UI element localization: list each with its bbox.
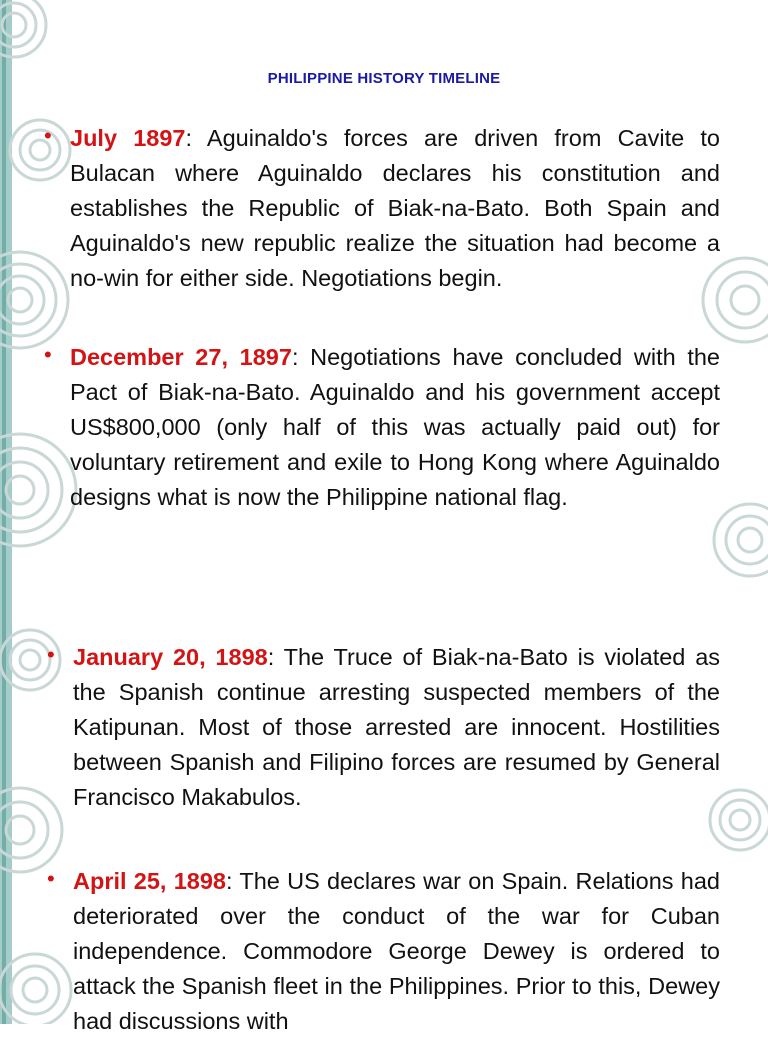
entry-text: : The US declares war on Spain. Relations had deteriorated over the conduct of the war for Cuban independence. Commodore George Dewey is ordered to attack the Spanish fleet in the Philippines. Prior to this, Dewey had discussions with xyxy=(73,868,720,1034)
bullet-icon: • xyxy=(44,123,52,148)
timeline-entry xyxy=(47,640,721,815)
entry-date: July 1897 xyxy=(70,125,186,151)
entry-date: April 25, 1898 xyxy=(73,868,226,894)
timeline-entry xyxy=(44,121,720,296)
bullet-icon: • xyxy=(47,642,55,667)
timeline-entry xyxy=(47,864,720,1039)
timeline-entry xyxy=(44,340,720,515)
page-title: PHILIPPINE HISTORY TIMELINE xyxy=(267,70,501,87)
entry-text: : Negotiations have concluded with the Pact of Biak-na-Bato. Aguinaldo and his government accept US$800,000 (only half of this was actually paid out) for voluntary retirement and exile to Hong Kong where Aguinaldo designs what is now the Philippine national flag. xyxy=(70,344,720,510)
bullet-icon: • xyxy=(44,342,52,367)
entry-date: January 20, 1898 xyxy=(73,644,268,670)
entry-text: : Aguinaldo's forces are driven from Cavite to Bulacan where Aguinaldo declares his constitution and establishes the Republic of Biak-na-Bato. Both Spain and Aguinaldo's new republic realize the situation had become a no-win for either side. Negotiations begin. xyxy=(70,125,720,291)
entry-date: December 27, 1897 xyxy=(70,344,292,370)
entry-text: : The Truce of Biak-na-Bato is violated as the Spanish continue arresting suspected members of the Katipunan. Most of those arrested are innocent. Hostilities between Spanish and Filipino forces are resumed by General Francisco Makabulos. xyxy=(73,644,721,810)
bullet-icon: • xyxy=(47,866,55,891)
